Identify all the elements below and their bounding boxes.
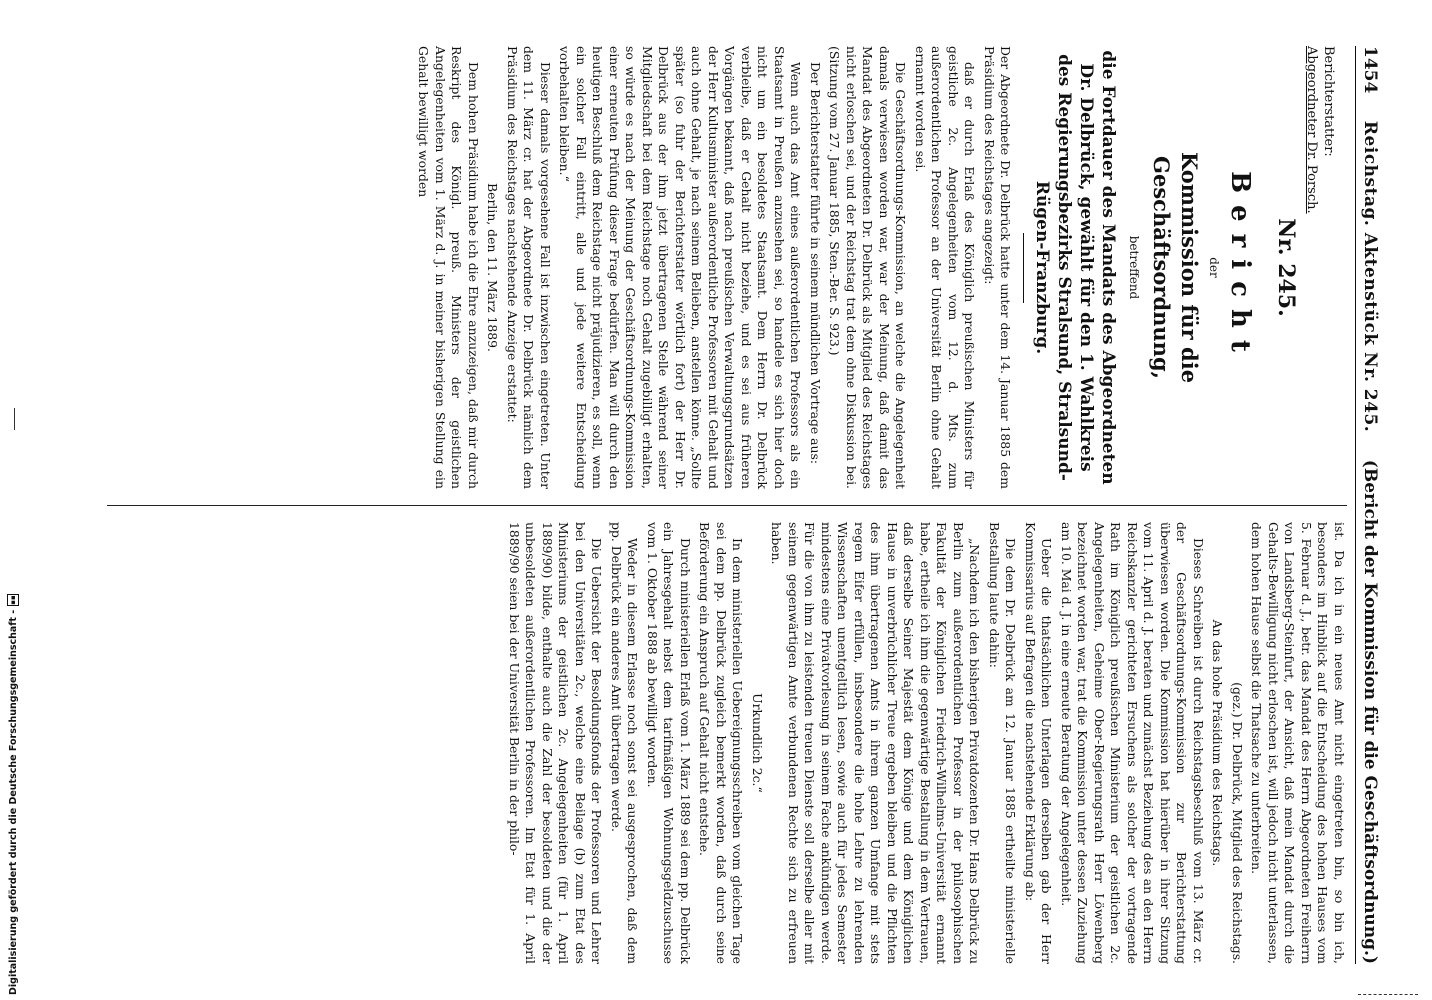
reporter-name: Abgeordneter Dr. Porsch. — [1303, 46, 1319, 214]
paragraph: Dieses Schreiben ist durch Reichstagsbeschluß vom 13. März cr. der Geschäftsordnungs-Kommission zur Berichterstattung überwiesen worden. Die Kommission hat hierüber in ihrer Sitzung vom 11. April d. J. beraten und zunächst Beziehung des an den Herrn Reichskanzler gerichteten Ersuchens als solcher der vortragende Rath im Königlich preußischen Ministerium der geistlichen 2c. Angelegenheiten, Geheime Ober-Regierungsrath Herr Löwenberg bezeichnet worden war, trat die Kommission unter dessen Zuziehung am 10. Mai d. J. in eine erneute Beratung der Angelegenheit. — [1059, 522, 1206, 964]
title-betreffend: betreffend — [1126, 235, 1141, 300]
paragraph: Weder in diesem Erlasse noch sonst sei ausgesprochen, daß dem pp. Delbrück ein anderes Amt übertragen werde. — [609, 522, 641, 964]
page-header — [1355, 46, 1380, 964]
paragraph: Wenn auch das Amt eines außerordentlichen Professors als ein Staatsamt in Preußen anzusehen sei, so handele es sich hier doch nicht um ein besoldetes Staatsamt. Dem Herrn Dr. Delbrück verbleibe, daß er Gehalt nicht beziehe, und es sei aus früheren Vorgängen bekannt, daß nach preußischen Verwaltungsgrundsätzen der Herr Kultusminister außerordentliche Professoren mit Gehalt und auch ohne Gehalt, je nach seinem Belieben, anstellen könne. „Sollte später (so fuhr der Berichterstatter wörtlich fort) der Herr Dr. Delbrück aus der ihm jetzt übertragenen Stelle während seiner Mitgliedschaft bei dem Reichstage noch Gehalt zugebilligt erhalten, so würde es nach der Meinung der Geschäftsordnungs-Kommission einer erneuten Prüfung dieser Frage bedürfen. Man will durch den heutigen Beschluß dem Reichstage nicht präjudizieren, es soll, wenn ein solcher Fall eintritt, alle und jede weitere Entscheidung vorbehalten bleiben.“ — [557, 46, 804, 489]
document-number: Nr. 245. — [1273, 218, 1300, 317]
paragraph: Ueber die thatsächlichen Unterlagen derselben gab der Herr Kommissarius auf Befragen die nachstehende Erklärung ab: — [1023, 522, 1055, 964]
paragraph: Die Uebersicht der Besoldungsfonds der Professoren und Lehrer bei den Universitäten 2c., welche eine Beilage (b) zum Etat des Ministeriums der geistlichen 2c. Angelegenheiten (für 1. April 1889/90) bilde, enthalte auch die Zahl der besoldeten und die der unbesoldeten außerordentlichen Professoren. Im Etat für 1. April 1889/90 seien bei der Universität Berlin in der philo- — [507, 522, 605, 964]
text-columns — [107, 46, 1347, 964]
scan-edge-mark — [14, 408, 15, 430]
paragraph: Der Berichterstatter führte in seinem mündlichen Vortrage aus: — [807, 62, 823, 465]
title-divider — [1023, 233, 1024, 303]
paragraph: Die dem Dr. Delbrück am 12. Januar 1885 ertheilte ministerielle Bestallung laute dahin: — [987, 522, 1019, 964]
title-bericht: Bericht — [1225, 171, 1256, 364]
letter-dateline: Berlin, den 11. März 1889. — [485, 183, 501, 352]
paragraph: Der Abgeordnete Dr. Delbrück hatte unter dem 14. Januar 1885 dem Präsidium des Reichstages angezeigt: — [981, 46, 1014, 489]
paragraph: Dem hohen Präsidium habe ich die Ehre anzuzeigen, daß mir durch Reskript des Königl. preuß. Ministers der geistlichen Angelegenheiten vom 1. März d. J. in meiner bisherigen Stellung ein Gehalt bewilligt worden — [416, 46, 481, 489]
paragraph: Dieser damals vorgesehene Fall ist inzwischen eingetreten. Unter dem 11. März cr. hat der Abgeordnete Dr. Delbrück nämlich dem Präsidium des Reichstages nachstehende Anzeige erstattet: — [504, 46, 553, 489]
title-der: der — [1206, 257, 1221, 278]
running-title: (Bericht der Kommission für die Geschäftsordnung.) — [1360, 459, 1380, 964]
title-subject: die Fortdauer des Mandats des Abgeordneten Dr. Delbrück, gewählt für den 1. Wahlkreis des Regierungsbezirks Stralsund, Stralsund-Rügen-Franzburg. — [1031, 50, 1118, 485]
paragraph-quote: „Nachdem ich den bisherigen Privatdozenten Dr. Hans Delbrück zu Berlin zum außerordentlichen Professor in der philosophischen Fakultät der Königlichen Friedrich-Wilhelms-Universität ernannt habe, ertheile ich ihm die gegenwärtige Bestallung in dem Vertrauen, daß derselbe Seiner Majestät dem Könige und dem Königlichen Hause in unverbrüchlicher Treue ergeben bleiben und die Pflichten des ihm übertragenen Amts in ihrem ganzen Umfange mit stets regem Eifer erfüllen, insbesondere die hohe Lehre zu lehrenden Wissenschaften unentgeltlich lesen, sowie auch für jedes Semester mindestens eine Privatvorlesung in seinem Fache ankündigen werde. Für die von ihm zu leistenden treuen Dienste soll derselbe aller mit seinem gegenwärtigen Amte verbundenen Rechte sich zu erfreuen haben. — [769, 522, 983, 964]
paragraph-quote: daß er durch Erlaß des Königlich preußischen Ministers für geistliche 2c. Angelegenheiten vom 12. d. Mts. zum außerordentlichen Professor an der Universität Berlin ohne Gehalt ernannt worden sei. — [912, 46, 978, 489]
document-page — [100, 40, 1380, 970]
stamp-text: Digitalisierung gefördert durch die Deutsche Forschungsgemeinschaft - — [7, 609, 19, 995]
paragraph: In dem ministeriellen Uebereignungsschreiben vom gleichen Tage sei dem pp. Delbrück zugleich bemerkt worden, daß durch seine Beförderung ein Anspruch auf Gehalt nicht entstehe. — [697, 522, 746, 964]
paragraph: ist. Da ich in ein neues Amt nicht eingetreten bin, so bin ich, besonders im Hinblick auf die Entscheidung des hohen Hauses vom 5. Februar d. J., betr. das Mandat des Herrn Abgeordneten Freiherrn von Landsberg-Steinfurt, der Ansicht, daß mein Mandat durch die Gehalts-Bewilligung nicht erloschen ist, will jedoch nicht unterlassen, dem hohen Hause selbst die Thatsache zu unterbreiten. — [1249, 522, 1347, 964]
title-kommission: Kommission für die Geschäftsordnung, — [1148, 151, 1202, 384]
scan-corner-mark — [1358, 994, 1418, 998]
right-column — [107, 505, 1347, 964]
letter-signature: (gez.) Dr. Delbrück, Mitglied des Reichstags. — [1230, 682, 1245, 964]
reporter-block — [1302, 46, 1337, 489]
paragraph: Die Geschäftsordnungs-Kommission, an welche die Angelegenheit damals verwiesen worden war, war der Meinung, daß damit das Mandat des Abgeordneten Dr. Delbrück als Mitglied des Reichstages nicht erloschen sei, und der Reichstag trat dem ohne Diskussion bei. (Sitzung vom 27. Januar 1885, Sten.-Ber. S. 923.) — [827, 46, 909, 489]
dfg-logo-icon: ▪▪ — [9, 595, 17, 605]
page-number: 1454 — [1360, 46, 1380, 94]
paragraph: Durch ministeriellen Erlaß vom 1. März 1889 sei dem pp. Delbrück ein Jahresgehalt nebst dem tarifmäßigen Wohnungsgeldzuschusse vom 1. Oktober 1888 ab bewilligt worden. — [645, 522, 693, 964]
left-column — [107, 46, 1347, 505]
reporter-label: Berichterstatter: — [1321, 46, 1336, 157]
digitization-stamp — [6, 595, 20, 995]
letter-address: An das hohe Präsidium des Reichstags. — [1210, 619, 1226, 867]
publication-title: Reichstag. Aktenstück Nr. 245. — [1360, 120, 1380, 433]
paragraph-closing: Urkundlich 2c.“ — [750, 693, 765, 793]
